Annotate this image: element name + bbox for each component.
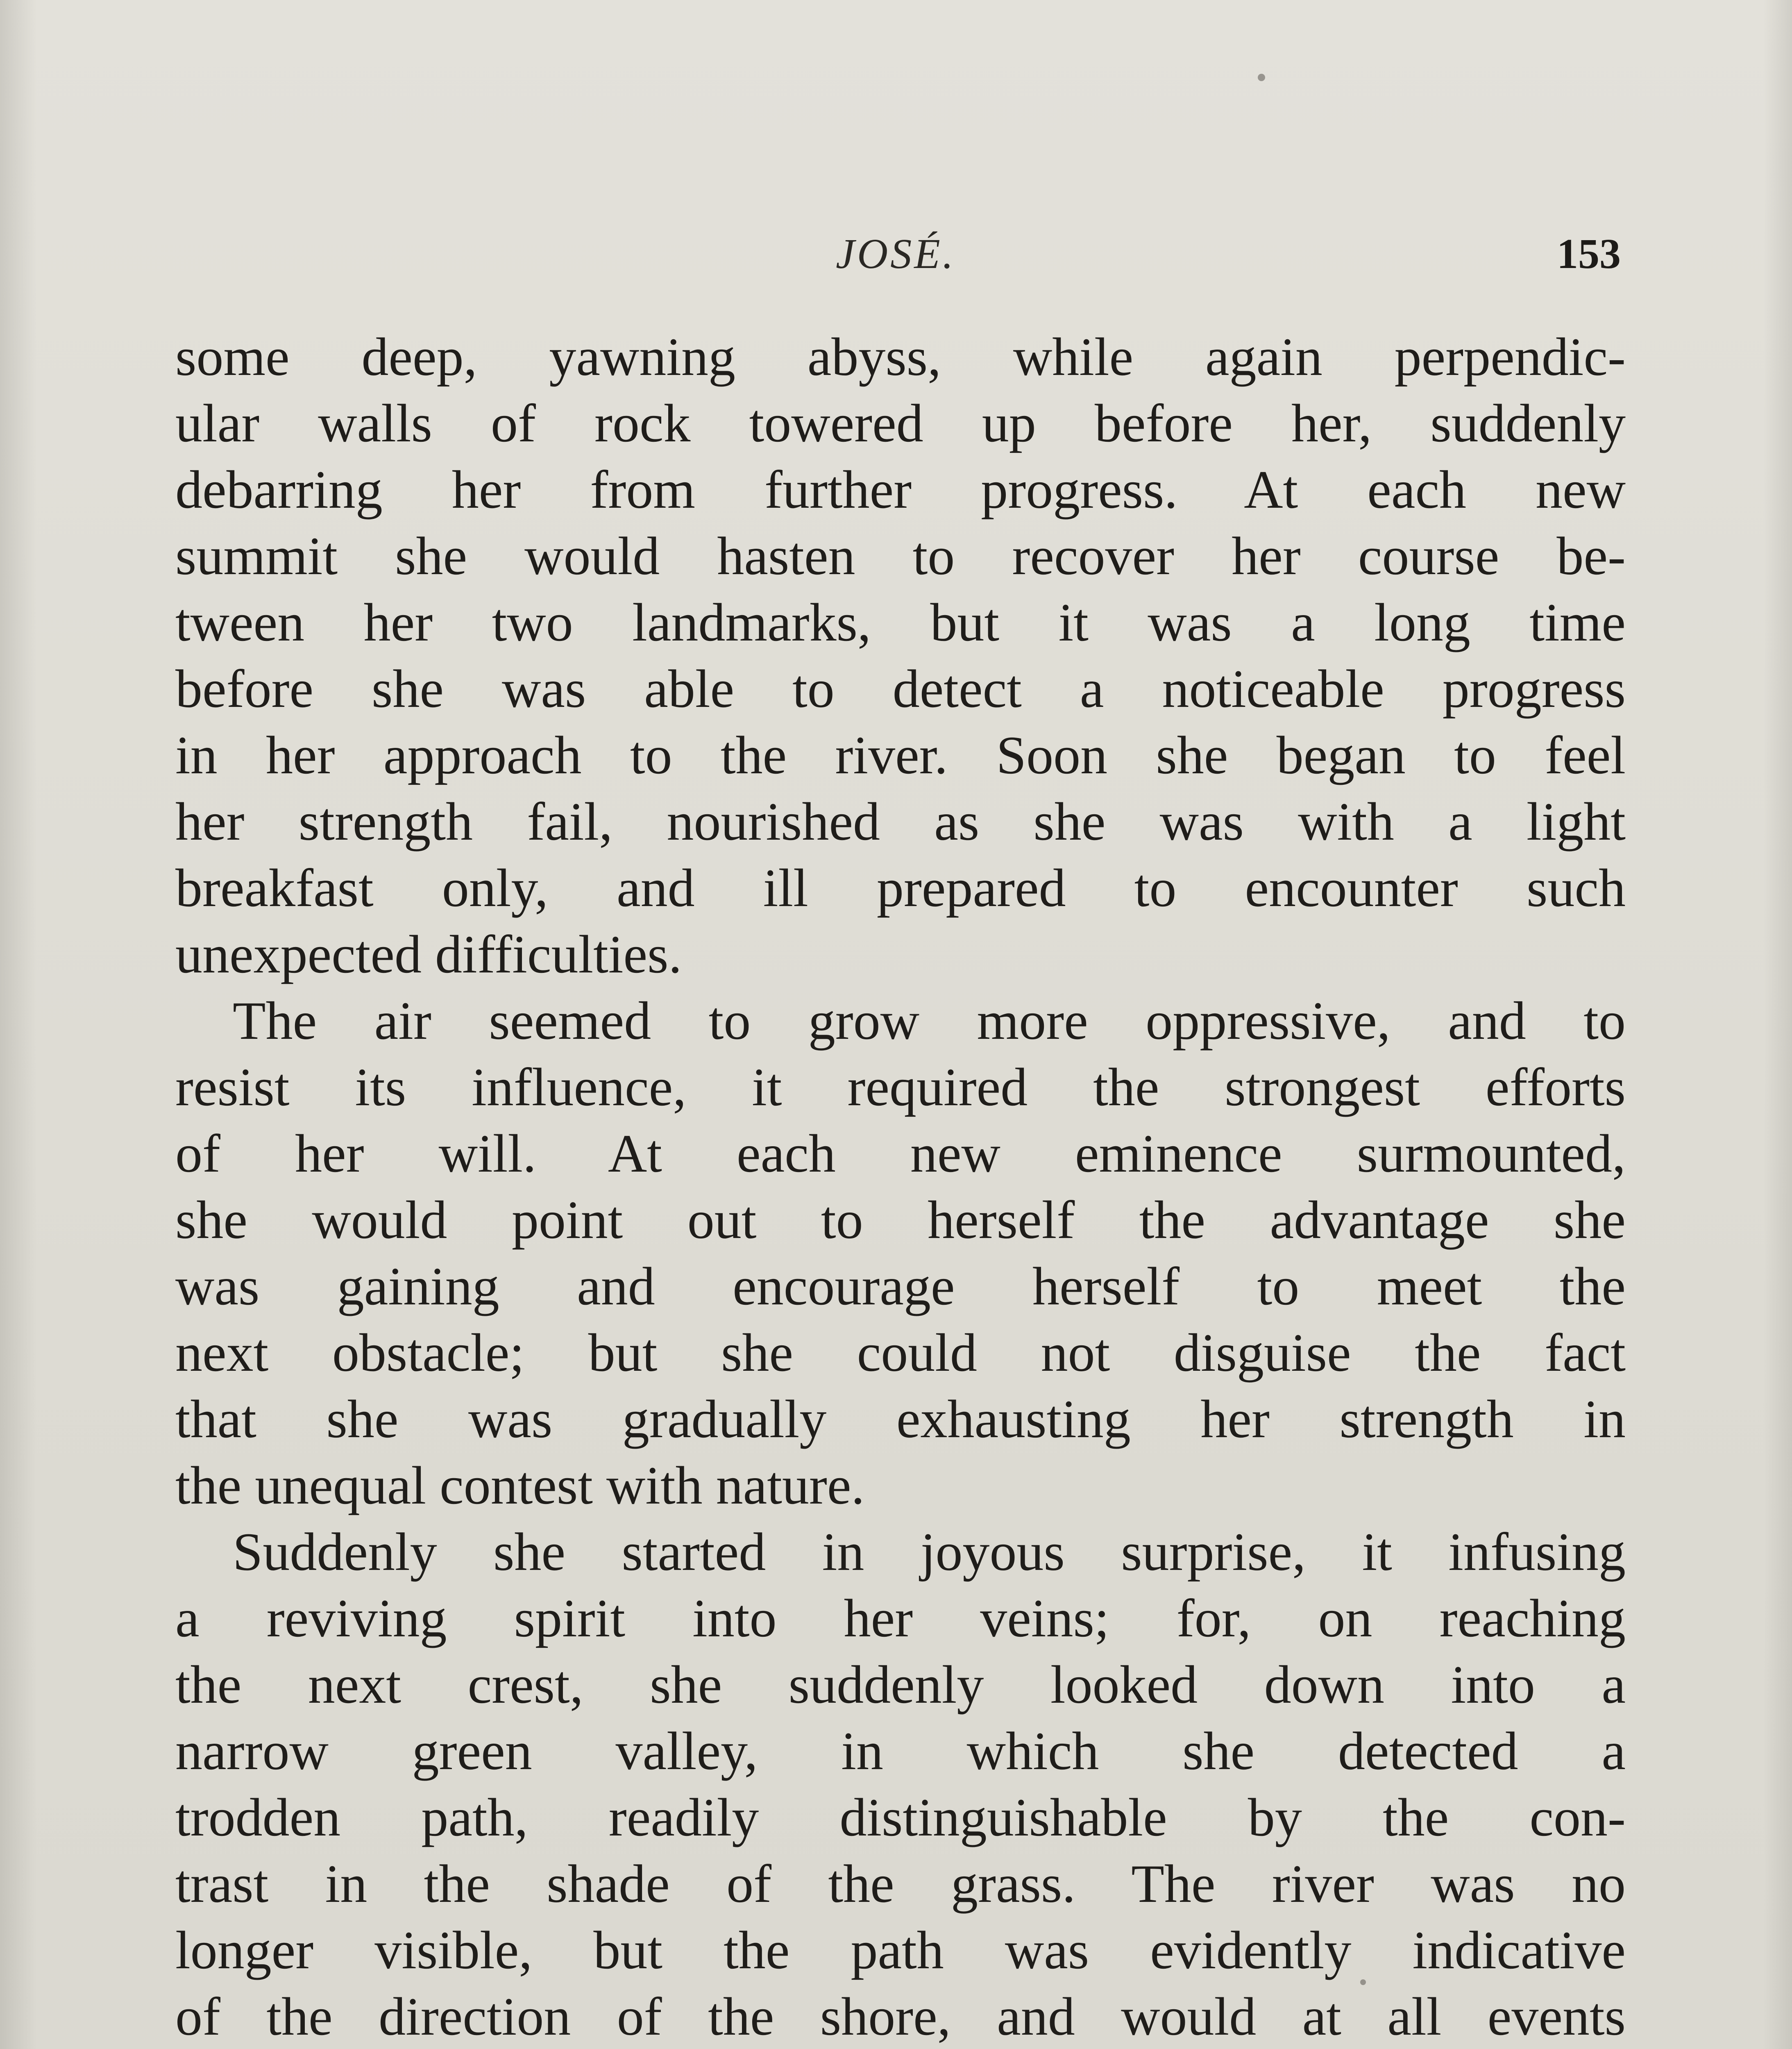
text-line: that she was gradually exhausting her strength in xyxy=(175,1389,1626,1449)
running-header xyxy=(0,213,1792,287)
text-line: tween her two landmarks, but it was a long time xyxy=(175,592,1626,652)
body-text xyxy=(175,324,1626,2049)
text-line: of her will. At each new eminence surmounted, xyxy=(175,1123,1626,1184)
text-line: narrow green valley, in which she detected a xyxy=(175,1721,1626,1781)
text-line: breakfast only, and ill prepared to encounter such xyxy=(175,858,1626,918)
text-line: trast in the shade of the grass. The river was no xyxy=(175,1854,1626,1914)
text-line: the unequal contest with nature. xyxy=(175,1455,865,1515)
text-line: summit she would hasten to recover her course be- xyxy=(175,526,1626,586)
text-line: a reviving spirit into her veins; for, on reaching xyxy=(175,1588,1626,1648)
text-line: trodden path, readily distinguishable by the con- xyxy=(175,1787,1626,1847)
text-line: resist its influence, it required the strongest efforts xyxy=(175,1057,1626,1117)
text-line: unexpected difficulties. xyxy=(175,924,682,984)
text-line: next obstacle; but she could not disguise the fact xyxy=(175,1322,1626,1383)
text-line: was gaining and encourage herself to meet the xyxy=(175,1256,1626,1316)
text-line: some deep, yawning abyss, while again perpendic- xyxy=(175,327,1626,387)
text-line: she would point out to herself the advantage she xyxy=(175,1190,1626,1250)
page-shadow-right xyxy=(1763,0,1792,2049)
page-number: 153 xyxy=(1557,230,1621,277)
text-line: her strength fail, nourished as she was with a light xyxy=(175,791,1626,852)
text-line: the next crest, she suddenly looked down into a xyxy=(175,1654,1626,1715)
running-title: JOSÉ. xyxy=(836,230,956,277)
text-line: of the direction of the shore, and would at all events xyxy=(175,1986,1626,2047)
text-line: Suddenly she started in joyous surprise, it infusing xyxy=(233,1522,1626,1582)
page-shadow-left xyxy=(0,0,37,2049)
print-speck xyxy=(1258,74,1265,81)
text-line: longer visible, but the path was evidently indicative xyxy=(175,1920,1626,1980)
text-line: The air seemed to grow more oppressive, and to xyxy=(233,990,1626,1051)
text-line: before she was able to detect a noticeable progress xyxy=(175,659,1626,719)
text-line: debarring her from further progress. At each new xyxy=(175,459,1626,520)
text-line: in her approach to the river. Soon she began to feel xyxy=(175,725,1626,785)
text-line: ular walls of rock towered up before her, suddenly xyxy=(175,393,1626,453)
